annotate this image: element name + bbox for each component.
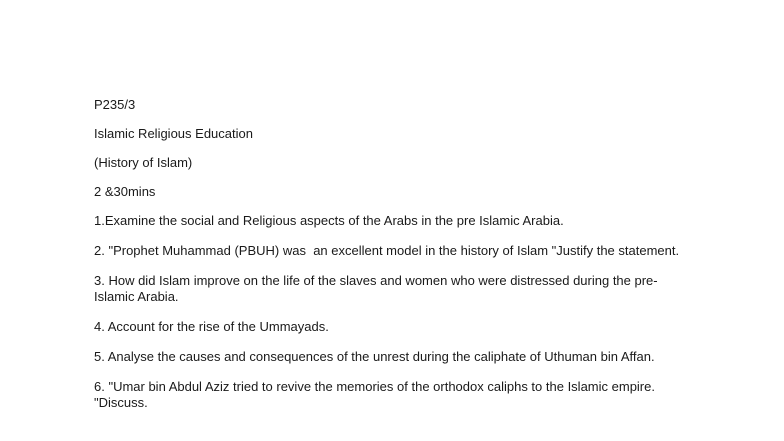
question-2: 2. "Prophet Muhammad (PBUH) was an excellent model in the history of Islam "Justify the statement.: [94, 243, 680, 258]
exam-paper: [94, 97, 684, 425]
question-3: 3. How did Islam improve on the life of the slaves and women who were distressed during the pre-Islamic Arabia.: [94, 273, 658, 304]
exam-duration: 2 &30mins: [94, 184, 156, 199]
question-5: 5. Analyse the causes and consequences of the unrest during the caliphate of Uthuman bin Affan.: [94, 349, 655, 364]
paper-code: P235/3: [94, 97, 136, 112]
question-1: 1.Examine the social and Religious aspects of the Arabs in the pre Islamic Arabia.: [94, 213, 564, 228]
subject-title: Islamic Religious Education: [94, 126, 253, 141]
question-6: 6. "Umar bin Abdul Aziz tried to revive the memories of the orthodox caliphs to the Islamic empire. "Discuss.: [94, 379, 659, 410]
paper-name: (History of Islam): [94, 155, 193, 170]
question-4: 4. Account for the rise of the Ummayads.: [94, 319, 329, 334]
